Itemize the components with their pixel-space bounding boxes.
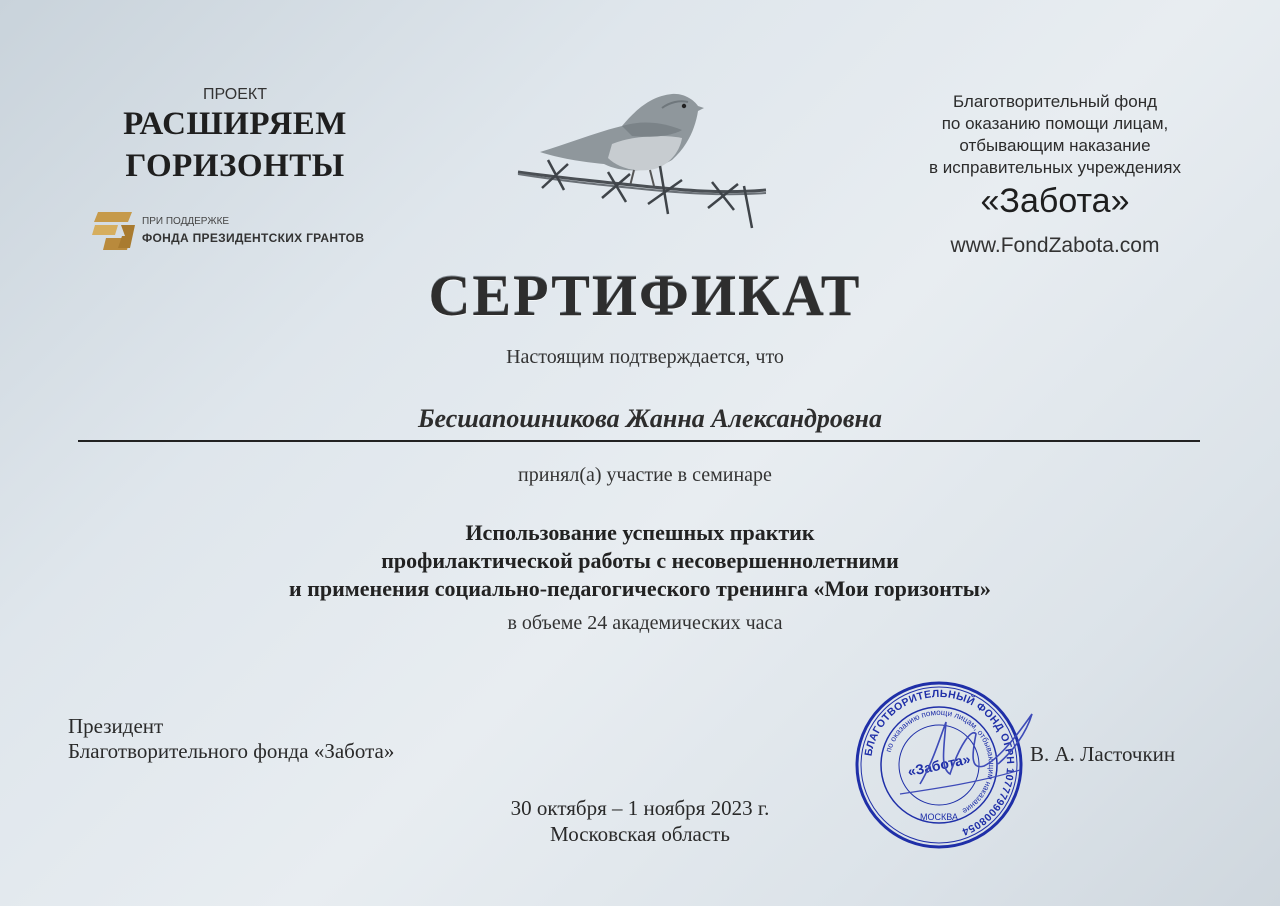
project-label: ПРОЕКТ: [202, 86, 268, 103]
stamp-outer-text: БЛАГОТВОРИТЕЛЬНЫЙ ФОНД ОГРН 1077799008054: [862, 687, 1017, 838]
fund-description-line: отбывающим наказание: [959, 136, 1151, 155]
bird-on-wire-illustration: [512, 86, 772, 236]
event-dates: 30 октября – 1 ноября 2023 г.: [510, 796, 770, 820]
stamp-inner-text: по оказанию помощи лицам, отбывающим наказание: [883, 707, 997, 816]
recipient-name: Бесшапошникова Жанна Александровна: [418, 404, 882, 433]
fund-website: www.FondZabota.com: [950, 234, 1160, 257]
seminar-title-line: Использование успешных практик: [465, 520, 815, 545]
signer-position-line2: Благотворительного фонда «Забота»: [68, 739, 395, 763]
grant-fund-name: ФОНДА ПРЕЗИДЕНТСКИХ ГРАНТОВ: [142, 231, 365, 245]
confirmation-text: Настоящим подтверждается, что: [506, 346, 784, 368]
fund-name: «Забота»: [980, 182, 1130, 220]
seminar-title-line: профилактической работы с несовершеннолетними: [381, 548, 899, 573]
certificate-title: СЕРТИФИКАТ: [428, 263, 862, 328]
name-underline: [78, 440, 1200, 442]
hours-volume: в объеме 24 академических часа: [507, 612, 783, 634]
grant-support-label: ПРИ ПОДДЕРЖКЕ: [142, 216, 230, 227]
fund-description-line: в исправительных учреждениях: [929, 158, 1181, 177]
participation-text: принял(а) участие в семинаре: [518, 464, 772, 486]
fund-description-line: по оказанию помощи лицам,: [941, 114, 1169, 133]
project-title-line2: ГОРИЗОНТЫ: [125, 148, 345, 184]
event-location: Московская область: [550, 822, 730, 846]
presidential-grants-logo: [92, 212, 136, 250]
stamp-bottom-text: МОСКВА: [920, 812, 958, 822]
handwritten-signature: [880, 704, 1050, 804]
signer-name: В. А. Ласточкин: [1030, 742, 1176, 766]
stamp-center-text: «Забота»: [906, 750, 972, 780]
project-title-line1: РАСШИРЯЕМ: [123, 106, 347, 142]
seminar-title-line: и применения социально-педагогического тренинга «Мои горизонты»: [289, 576, 991, 601]
fund-description-line: Благотворительный фонд: [952, 92, 1158, 111]
signer-position-line1: Президент: [68, 714, 164, 738]
